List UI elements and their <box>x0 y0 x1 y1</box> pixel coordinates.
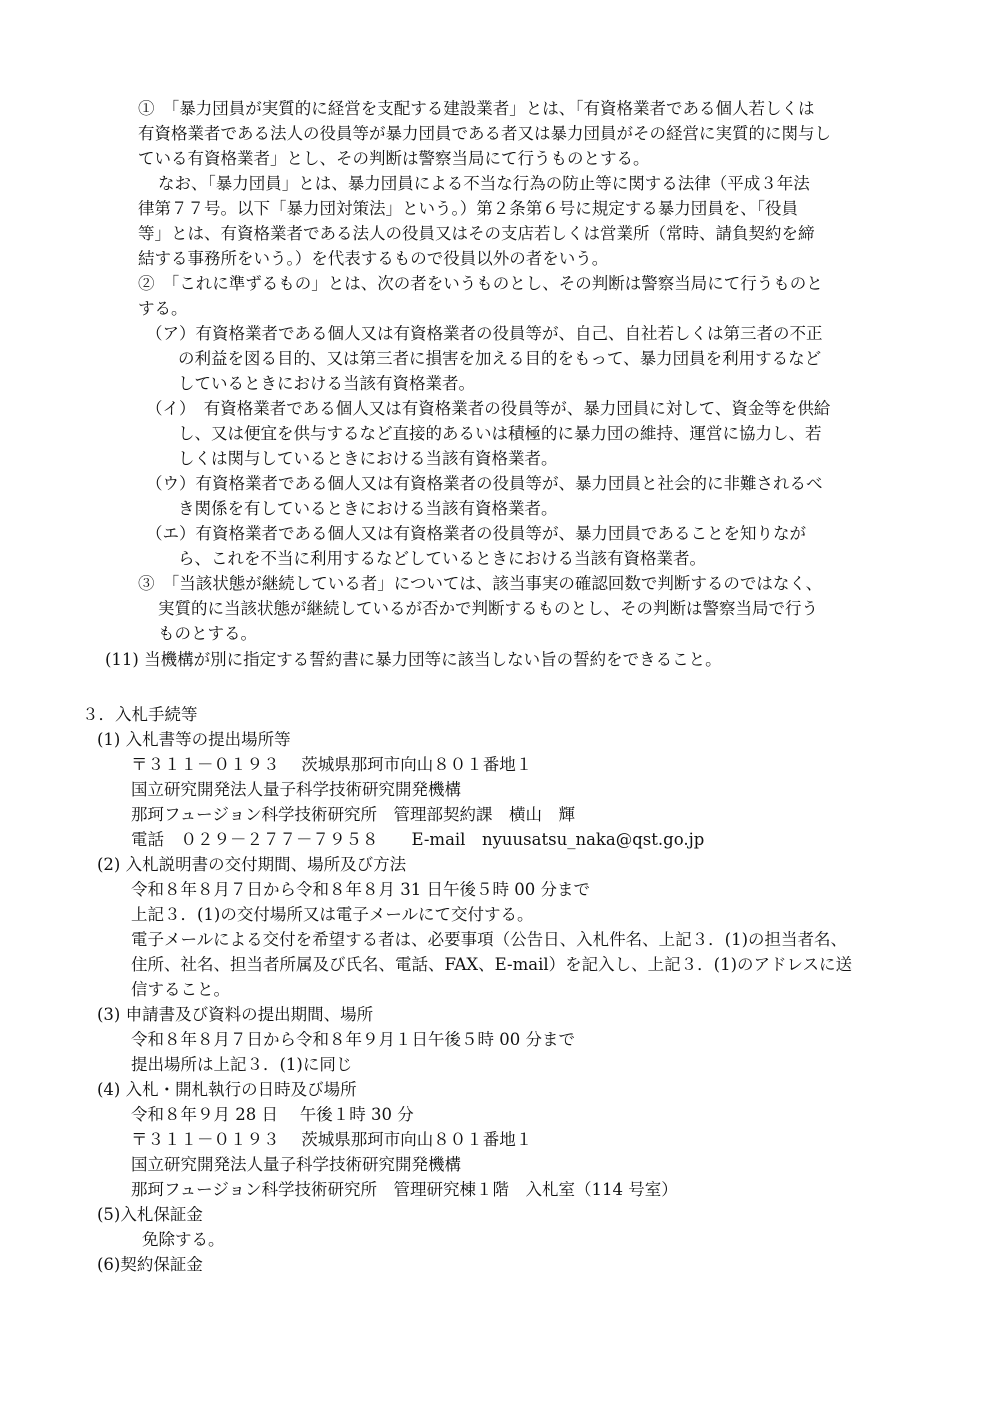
sub-a-line-2: の利益を図る目的、又は第三者に損害を加える目的をもって、暴力団員を利用するなど <box>178 349 822 368</box>
subsection-1-title: (1) 入札書等の提出場所等 <box>97 730 291 749</box>
subsection-2-line-4: 住所、社名、担当者所属及び氏名、電話、FAX、E-mail）を記入し、上記３．(1)のアドレスに送 <box>131 955 853 974</box>
subsection-3-line-1: 令和８年８月７日から令和８年９月１日午後５時 00 分まで <box>131 1030 575 1049</box>
subsection-1-line-4: 電話 ０２９－２７７－７９５８ E-mail nyuusatsu_naka@qst.go.jp <box>131 830 705 849</box>
sub-a-line-1: （ア）有資格業者である個人又は有資格業者の役員等が、自己、自社若しくは第三者の不正 <box>146 324 823 343</box>
section-3-heading: ３．入札手続等 <box>82 705 198 724</box>
sub-e-line-2: ら、これを不当に利用するなどしているときにおける当該有資格業者。 <box>178 549 706 568</box>
subsection-3-line-2: 提出場所は上記３．(1)に同じ <box>131 1055 353 1074</box>
subsection-1-line-3: 那珂フュージョン科学技術研究所 管理部契約課 横山 輝 <box>131 805 576 824</box>
clause-1-line-4: なお、「暴力団員」とは、暴力団員による不当な行為の防止等に関する法律（平成３年法 <box>158 174 810 193</box>
subsection-5-title: (5)入札保証金 <box>97 1205 203 1224</box>
subsection-2-line-1: 令和８年８月７日から令和８年８月 31 日午後５時 00 分まで <box>131 880 590 899</box>
subsection-4-line-3: 国立研究開発法人量子科学技術研究開発機構 <box>131 1155 461 1174</box>
sub-i-line-2: し、又は便宜を供与するなど直接的あるいは積極的に暴力団の維持、運営に協力し、若 <box>178 424 822 443</box>
sub-a-line-3: しているときにおける当該有資格業者。 <box>178 374 475 393</box>
clause-1-line-1: ① 「暴力団員が実質的に経営を支配する建設業者」とは、「有資格業者である個人若しくは <box>138 99 815 118</box>
subsection-4-line-4: 那珂フュージョン科学技術研究所 管理研究棟１階 入札室（114 号室） <box>131 1180 678 1199</box>
item-11: (11) 当機構が別に指定する誓約書に暴力団等に該当しない旨の誓約をできること。 <box>105 650 722 669</box>
clause-1-line-3: ている有資格業者」とし、その判断は警察当局にて行うものとする。 <box>138 149 650 168</box>
sub-i-line-1: （イ） 有資格業者である個人又は有資格業者の役員等が、暴力団員に対して、資金等を供給 <box>146 399 831 418</box>
sub-u-line-2: き関係を有しているときにおける当該有資格業者。 <box>178 499 558 518</box>
clause-3-line-1: ③ 「当該状態が継続している者」については、該当事実の確認回数で判断するのではなく、 <box>138 574 823 593</box>
clause-3-line-3: ものとする。 <box>158 624 257 643</box>
subsection-6-title: (6)契約保証金 <box>97 1255 203 1274</box>
sub-e-line-1: （エ）有資格業者である個人又は有資格業者の役員等が、暴力団員であることを知りなが <box>146 524 806 543</box>
subsection-2-line-2: 上記３．(1)の交付場所又は電子メールにて交付する。 <box>131 905 534 924</box>
subsection-4-line-1: 令和８年９月 28 日 午後１時 30 分 <box>131 1105 414 1124</box>
sub-i-line-3: しくは関与しているときにおける当該有資格業者。 <box>178 449 558 468</box>
clause-1-line-5: 律第７７号。以下「暴力団対策法」という。）第２条第６号に規定する暴力団員を、「役員 <box>138 199 798 218</box>
clause-1-line-2: 有資格業者である法人の役員等が暴力団員である者又は暴力団員がその経営に実質的に関与し <box>138 124 831 143</box>
clause-2-line-2: する。 <box>138 299 188 318</box>
clause-3-line-2: 実質的に当該状態が継続しているが否かで判断するものとし、その判断は警察当局で行う <box>158 599 818 618</box>
subsection-4-title: (4) 入札・開札執行の日時及び場所 <box>97 1080 357 1099</box>
subsection-1-line-2: 国立研究開発法人量子科学技術研究開発機構 <box>131 780 461 799</box>
clause-1-line-7: 結する事務所をいう。）を代表するもので役員以外の者をいう。 <box>138 249 609 268</box>
subsection-2-title: (2) 入札説明書の交付期間、場所及び方法 <box>97 855 407 874</box>
subsection-5-line-1: 免除する。 <box>142 1230 225 1249</box>
subsection-3-title: (3) 申請書及び資料の提出期間、場所 <box>97 1005 374 1024</box>
subsection-2-line-5: 信すること。 <box>131 980 230 999</box>
sub-u-line-1: （ウ）有資格業者である個人又は有資格業者の役員等が、暴力団員と社会的に非難されるべ <box>146 474 823 493</box>
subsection-2-line-3: 電子メールによる交付を希望する者は、必要事項（公告日、入札件名、上記３．(1)の担当者名、 <box>131 930 848 949</box>
subsection-4-line-2: 〒３１１－０１９３ 茨城県那珂市向山８０１番地１ <box>131 1130 533 1149</box>
subsection-1-line-1: 〒３１１－０１９３ 茨城県那珂市向山８０１番地１ <box>131 755 533 774</box>
clause-2-line-1: ② 「これに準ずるもの」とは、次の者をいうものとし、その判断は警察当局にて行うものと <box>138 274 823 293</box>
clause-1-line-6: 等」とは、有資格業者である法人の役員又はその支店若しくは営業所（常時、請負契約を締 <box>138 224 815 243</box>
